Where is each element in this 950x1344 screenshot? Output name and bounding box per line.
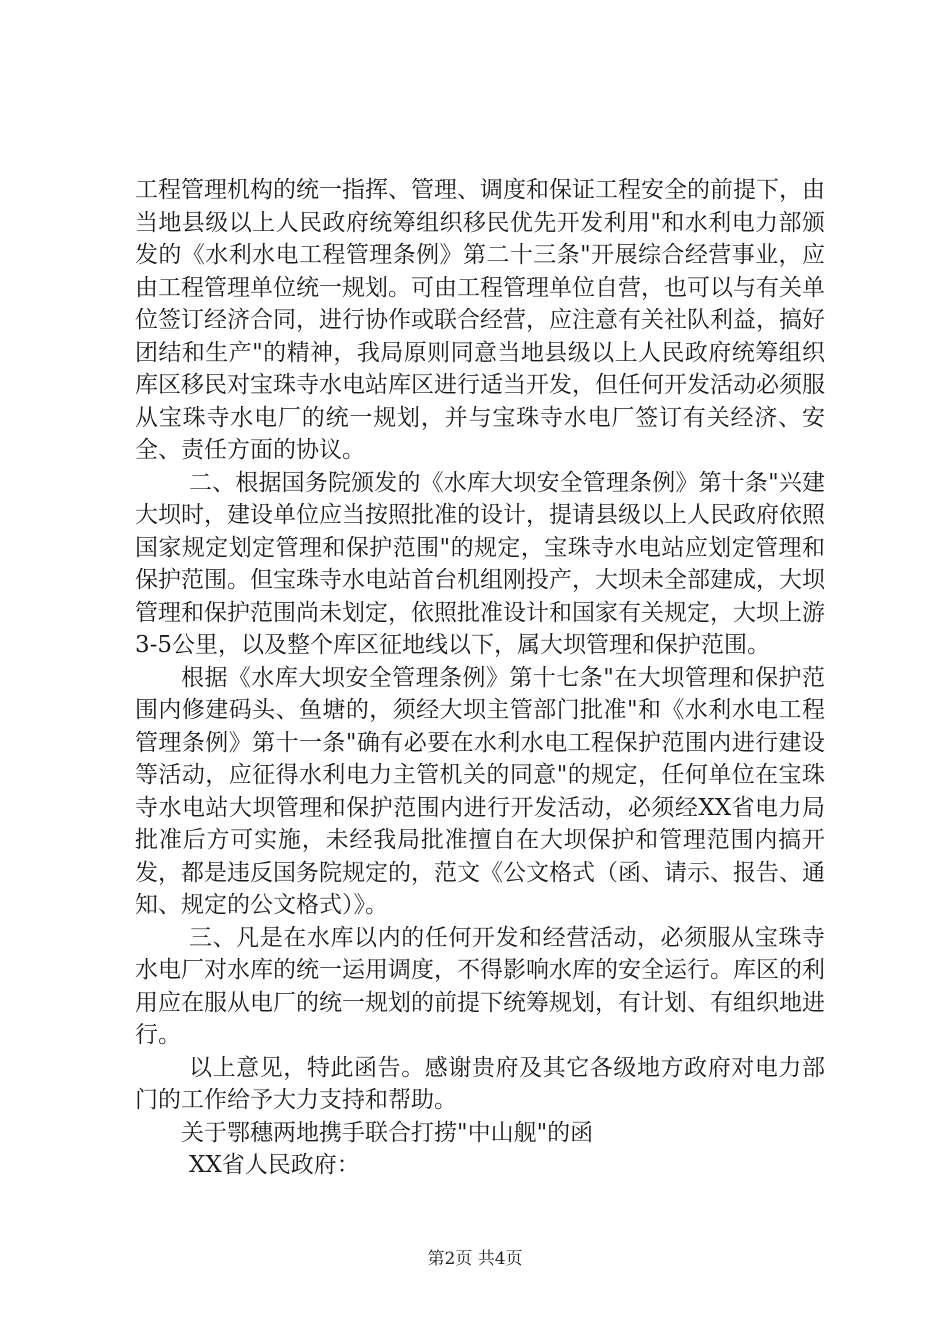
salutation: XX省人民政府：	[189, 1152, 360, 1178]
paragraph-section-three: 三、凡是在水库以内的任何开发和经营活动，必须服从宝珠寺水电厂对水库的统一运用调度，不得影响水库的安全运行。库区的利用应在服从电厂的统一规划的前提下统筹规划，有计划、有组织地进行。	[135, 924, 825, 1048]
paragraph-closing: 以上意见，特此函告。感谢贵府及其它各级地方政府对电力部门的工作给予大力支持和帮助。	[135, 1054, 825, 1113]
document-body	[135, 174, 825, 1182]
paragraph-continuation: 工程管理机构的统一指挥、管理、调度和保证工程安全的前提下，由当地县级以上人民政府统筹组织移民优先开发利用"和水利电力部颁发的《水利水电工程管理条例》第二十三条"开展综合经营事业，应由工程管理单位统一规划。可由工程管理单位自营，也可以与有关单位签订经济合同，进行协作或联合经营，应注意有关社队利益，搞好团结和生产"的精神，我局原则同意当地县级以上人民政府统筹组织库区移民对宝珠寺水电站库区进行适当开发，但任何开发活动必须服从宝珠寺水电厂的统一规划，并与宝珠寺水电厂签订有关经济、安全、责任方面的协议。	[135, 177, 825, 463]
paragraph-section-two: 二、根据国务院颁发的《水库大坝安全管理条例》第十条"兴建大坝时，建设单位应当按照批准的设计，提请县级以上人民政府依照国家规定划定管理和保护范围"的规定，宝珠寺水电站应划定管理和保护范围。但宝珠寺水电站首台机组刚投产，大坝未全部建成，大坝管理和保护范围尚未划定，依照批准设计和国家有关规定，大坝上游3-5公里，以及整个库区征地线以下，属大坝管理和保护范围。	[135, 469, 825, 658]
paragraph-regulation: 根据《水库大坝安全管理条例》第十七条"在大坝管理和保护范围内修建码头、鱼塘的，须经大坝主管部门批准"和《水利水电工程管理条例》第十一条"确有必要在水利水电工程保护范围内进行建设等活动，应征得水利电力主管机关的同意"的规定，任何单位在宝珠寺水电站大坝管理和保护范围内进行开发活动，必须经XX省电力局批准后方可实施，未经我局批准擅自在大坝保护和管理范围内搞开发，都是违反国务院规定的，范文《公文格式（函、请示、报告、通知、规定的公文格式）》。	[135, 664, 825, 918]
page-footer: 第2页 共4页	[427, 1249, 523, 1269]
next-letter-title: 关于鄂穗两地携手联合打捞"中山舰"的函	[181, 1119, 594, 1146]
